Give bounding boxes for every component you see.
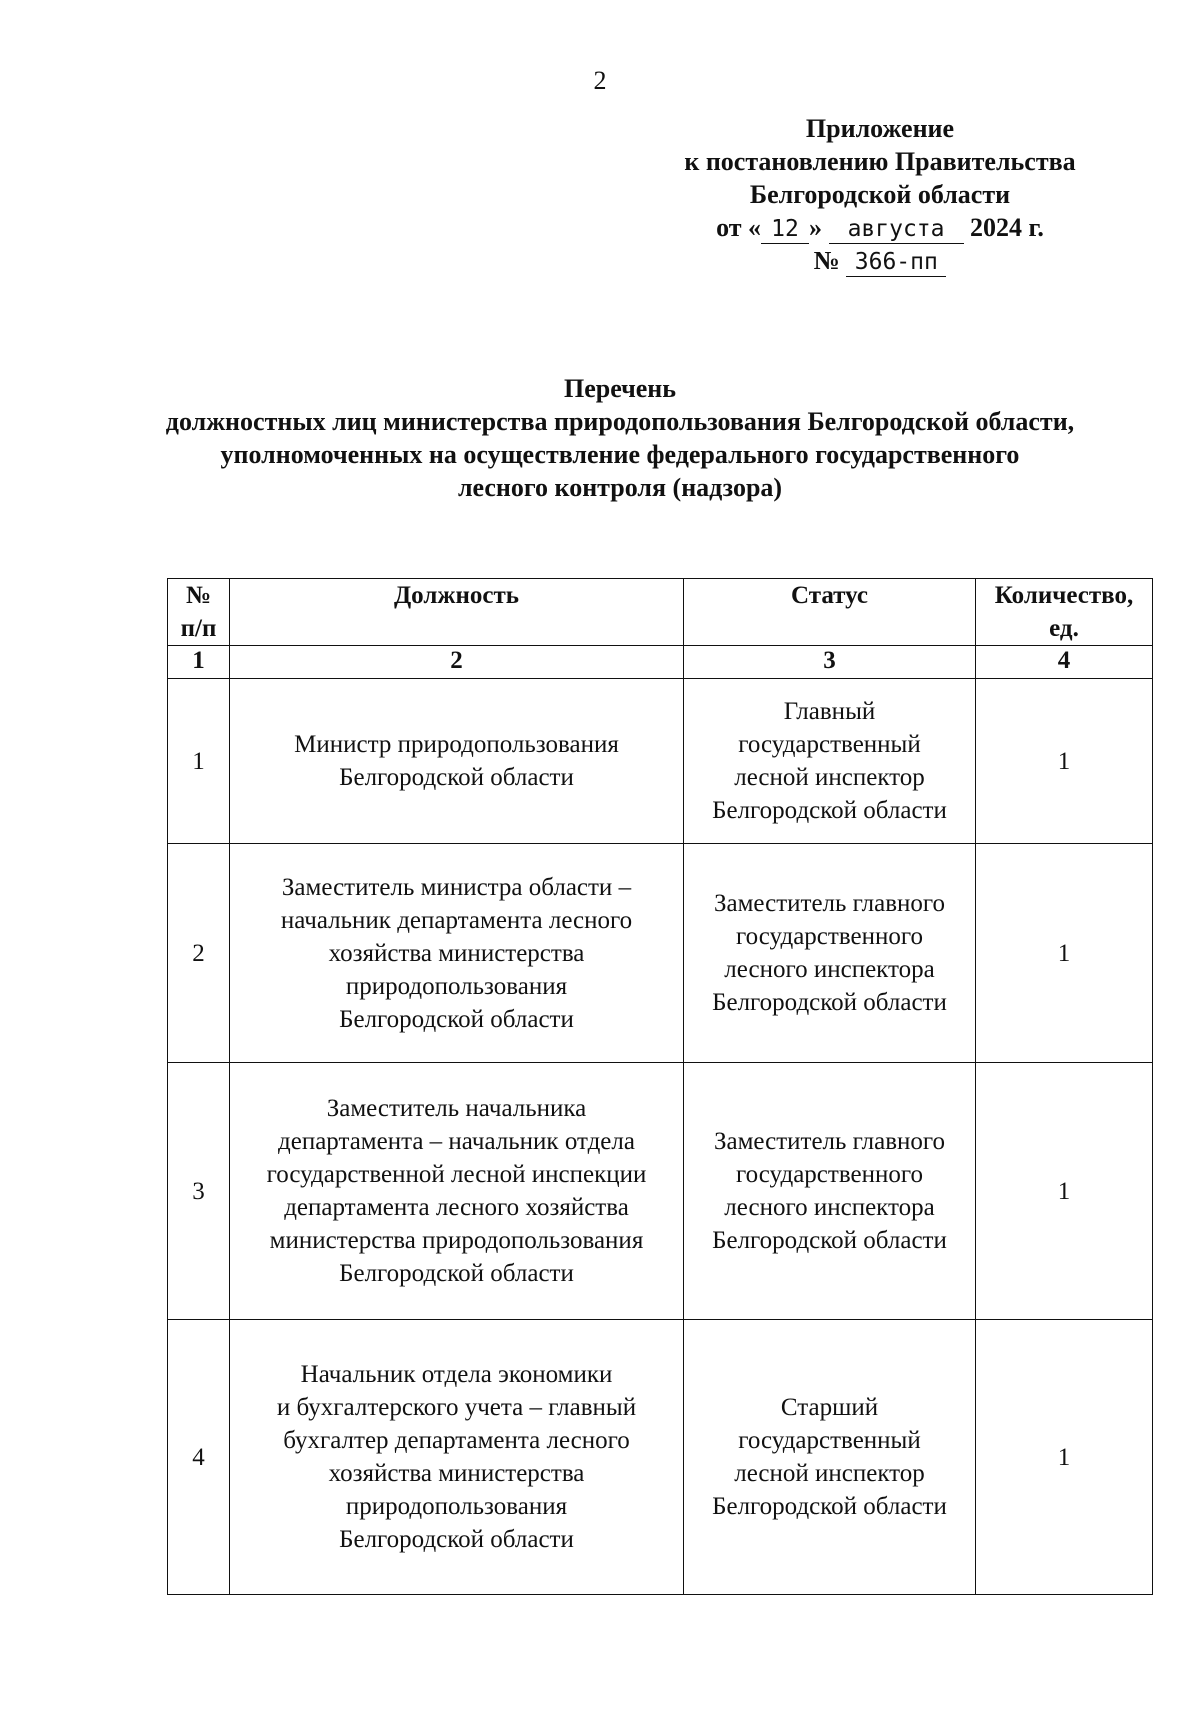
position-line: Белгородской области — [339, 1526, 574, 1553]
table-row — [168, 679, 1153, 844]
row-num: 2 — [168, 844, 230, 1063]
title-line: Перечень — [563, 374, 677, 403]
status-line: государственного — [736, 923, 923, 950]
row-position — [230, 1320, 684, 1595]
position-line: хозяйства министерства — [328, 1460, 585, 1487]
document-title — [120, 372, 1120, 504]
row-num: 1 — [168, 679, 230, 844]
status-line: Белгородской области — [712, 989, 947, 1016]
date-day: 12 — [761, 216, 809, 244]
position-line: природопользования — [345, 1493, 568, 1520]
status-line: лесного инспектора — [724, 1194, 935, 1221]
position-line: Белгородской области — [339, 764, 574, 791]
date-mid: » — [809, 213, 823, 242]
row-position — [230, 1063, 684, 1320]
row-count: 1 — [976, 1320, 1153, 1595]
row-status — [684, 679, 976, 844]
table-row — [168, 1063, 1153, 1320]
status-line: Белгородской области — [712, 1227, 947, 1254]
appendix-line: к постановлению Правительства — [684, 147, 1076, 176]
position-line: хозяйства министерства — [328, 939, 585, 967]
appendix-date — [640, 211, 1120, 244]
status-line: лесной инспектор — [734, 764, 925, 791]
position-line: начальник департамента лесного — [280, 906, 633, 934]
position-line: департамента – начальник отдела — [278, 1128, 635, 1155]
table-row — [168, 1320, 1153, 1595]
appendix-title: Приложение — [805, 114, 955, 143]
column-number-row — [168, 646, 1153, 679]
column-number: 3 — [684, 646, 976, 679]
row-count: 1 — [976, 844, 1153, 1063]
date-year: 2024 г. — [970, 213, 1044, 242]
column-number: 2 — [230, 646, 684, 679]
position-line: природопользования — [345, 972, 568, 1000]
appendix-line: Белгородской области — [749, 180, 1011, 209]
row-status — [684, 1063, 976, 1320]
position-line: Белгородской области — [339, 1260, 574, 1287]
row-position — [230, 679, 684, 844]
row-position — [230, 844, 684, 1063]
header-status: Статус — [684, 579, 976, 646]
title-line: лесного контроля (надзора) — [457, 473, 783, 502]
status-line: Белгородской области — [712, 1493, 947, 1520]
title-line: уполномоченных на осуществление федерального государственного — [220, 440, 1020, 469]
page-number: 2 — [593, 66, 607, 95]
row-status — [684, 844, 976, 1063]
column-number: 1 — [168, 646, 230, 679]
appendix-number — [640, 244, 1120, 277]
header-count: Количество, ед. — [976, 579, 1153, 646]
position-line: бухгалтер департамента лесного — [283, 1427, 630, 1454]
position-line: Министр природопользования — [294, 731, 619, 758]
header-num: № п/п — [168, 579, 230, 646]
date-month: августа — [829, 216, 964, 244]
row-status — [684, 1320, 976, 1595]
column-number: 4 — [976, 646, 1153, 679]
row-count: 1 — [976, 679, 1153, 844]
position-line: министерства природопользования — [269, 1227, 644, 1254]
status-line: лесной инспектор — [734, 1460, 925, 1487]
number-prefix: № — [813, 246, 840, 275]
position-line: Белгородской области — [339, 1005, 574, 1033]
position-line: Заместитель начальника — [326, 1095, 587, 1122]
table-row — [168, 844, 1153, 1063]
status-line: Главный — [783, 698, 876, 725]
document-number: 366-пп — [846, 249, 946, 277]
row-num: 3 — [168, 1063, 230, 1320]
header-position: Должность — [230, 579, 684, 646]
title-line: должностных лиц министерства природопользования Белгородской области, — [165, 407, 1075, 436]
table-header-row — [168, 579, 1153, 646]
position-line: государственной лесной инспекции — [266, 1161, 647, 1188]
status-line: государственный — [738, 1427, 921, 1454]
position-line: Начальник отдела экономики — [300, 1361, 613, 1388]
status-line: Белгородской области — [712, 797, 947, 824]
appendix-header — [640, 112, 1120, 277]
date-prefix: от « — [716, 213, 762, 242]
row-num: 4 — [168, 1320, 230, 1595]
status-line: Заместитель главного — [713, 890, 946, 917]
status-line: государственного — [736, 1161, 923, 1188]
position-line: департамента лесного хозяйства — [284, 1194, 629, 1221]
status-line: Заместитель главного — [713, 1128, 946, 1155]
position-line: Заместитель министра области – — [281, 873, 632, 901]
officials-table — [167, 578, 1153, 1595]
status-line: лесного инспектора — [724, 956, 935, 983]
position-line: и бухгалтерского учета – главный — [276, 1394, 637, 1421]
status-line: Старший — [780, 1394, 879, 1421]
row-count: 1 — [976, 1063, 1153, 1320]
status-line: государственный — [738, 731, 921, 758]
